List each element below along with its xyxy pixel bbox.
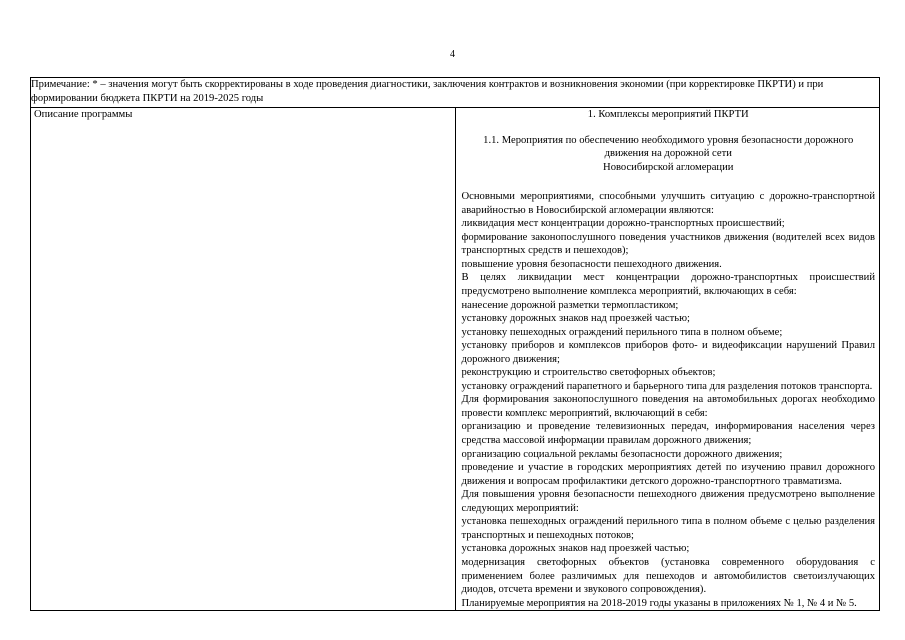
paragraph: В целях ликвидации мест концентрации дорожно-транспортных происшествий предусмотрено выполнение комплекса мероприятий, включающих в себя: [461,272,875,298]
paragraph: Планируемые мероприятия на 2018-2019 годы указаны в приложениях № 1, № 4 и № 5. [461,597,857,609]
paragraph: установку дорожных знаков над проезжей частью; [461,313,690,325]
left-label: Описание программы [31,108,456,611]
paragraph: формирование законопослушного поведения участников движения (водителей всех видов транспортных средств и пешеходов); [461,231,875,257]
paragraph: установку ограждений парапетного и барьерного типа для разделения потоков транспорта. [461,380,873,392]
paragraph: Для повышения уровня безопасности пешеходного движения предусмотрено выполнение следующих мероприятий: [461,489,875,514]
content-row [31,108,880,611]
paragraph: Основными мероприятиями, способными улучшить ситуацию с дорожно-транспортной аварийностью в Новосибирской агломерации являются: [461,191,875,216]
subsection-title-line2: Новосибирской агломерации [603,161,734,173]
paragraph: организацию и проведение телевизионных передач, информирования населения через средства массовой информации правилам дорожного движения; [461,421,875,447]
note-text: Примечание: * – значения могут быть скорректированы в ходе проведения диагностики, заключения контрактов и возникновения экономии (при корректировке ПКРТИ) и при формировании бюджета ПКРТИ на 2019-2025 годы [31,78,880,108]
subsection-title-line1: 1.1. Мероприятия по обеспечению необходимого уровня безопасности дорожного движения на дорожной сети [483,134,854,160]
section-title: 1. Комплексы мероприятий ПКРТИ [587,109,749,120]
paragraph: нанесение дорожной разметки термопластиком; [461,299,679,311]
body-text [462,190,876,610]
paragraph: ликвидация мест концентрации дорожно-транспортных происшествий; [461,218,785,230]
paragraph: установка дорожных знаков над проезжей частью; [461,543,690,555]
paragraph: реконструкцию и строительство светофорных объектов; [461,367,716,379]
paragraph: повышение уровня безопасности пешеходного движения. [461,258,722,270]
paragraph: установка пешеходных ограждений перильного типа в полном объеме с целью разделения транспортных и пешеходных потоков; [461,516,875,541]
paragraph: модернизация светофорных объектов (установка современного оборудования с применением более различимых для пешеходов и автомобилистов светоизлучающих диодов, отсчета времени и звукового сопровождения). [461,556,875,596]
paragraph: установку приборов и комплексов приборов фото- и видеофиксации нарушений Правил дорожного движения; [461,340,875,365]
paragraph: проведение и участие в городских мероприятиях детей по изучению правил дорожного движения и вопросам профилактики детского дорожно-транспортного травматизма. [461,462,875,487]
document-table [30,77,880,611]
paragraph: Для формирования законопослушного поведения на автомобильных дорогах необходимо провести комплекс мероприятий, включающий в себя: [461,394,875,419]
note-row [31,78,880,108]
content-cell [455,108,880,611]
paragraph: установку пешеходных ограждений перильного типа в полном объеме; [461,326,783,338]
page-number: 4 [450,49,455,60]
paragraph: организацию социальной рекламы безопасности дорожного движения; [461,448,783,460]
